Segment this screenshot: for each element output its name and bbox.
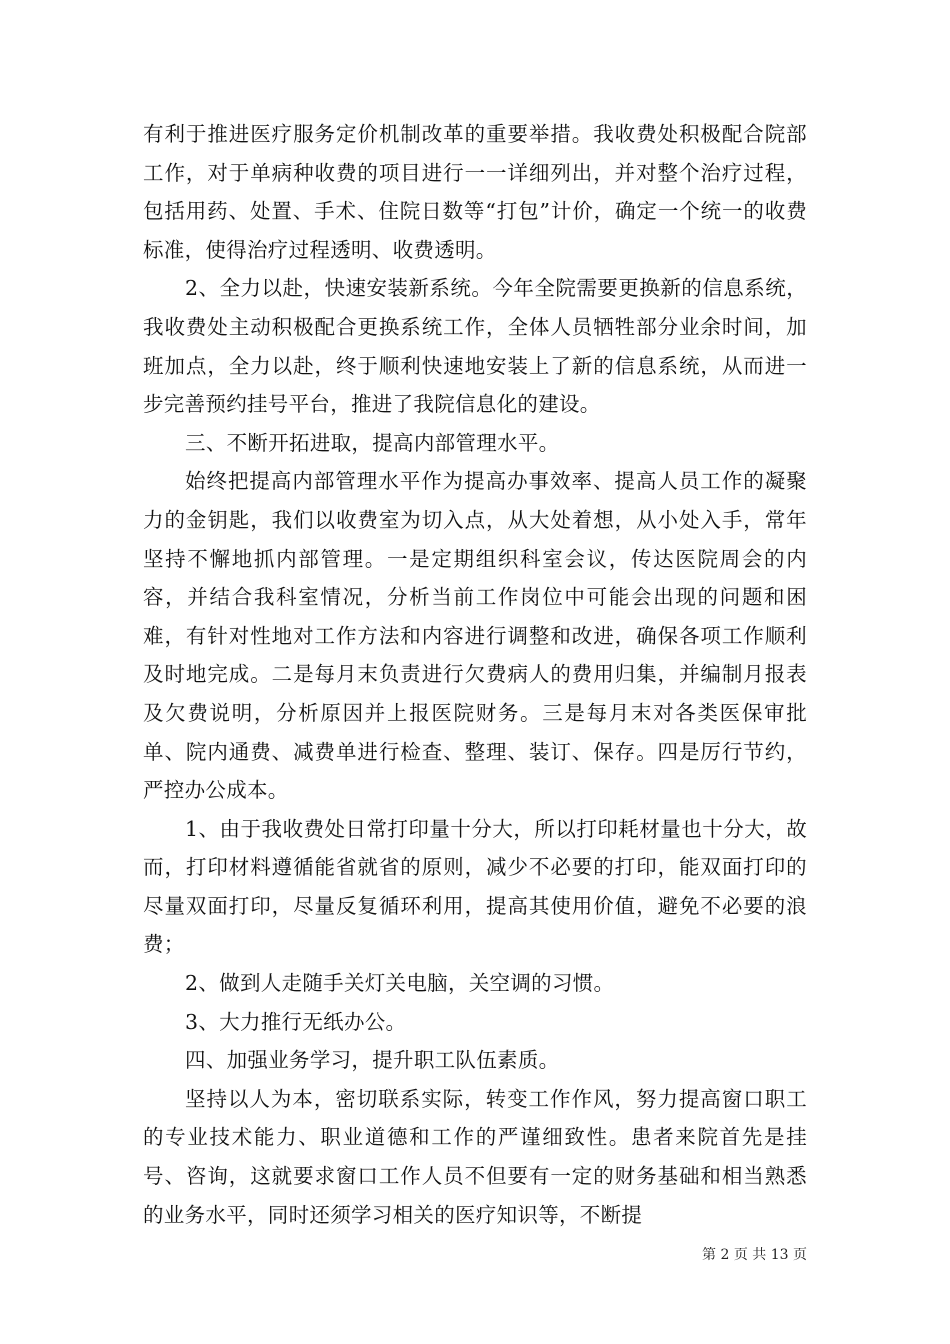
paragraph-4: 始终把提高内部管理水平作为提高办事效率、提高人员工作的凝聚力的金钥匙，我们以收费室为切入点，从大处着想，从小处入手，常年坚持不懈地抓内部管理。一是定期组织科室会议，传达医院周会的内容，并结合我科室情况，分析当前工作岗位中可能会出现的问题和困难，有针对性地对工作方法和内容进行调整和改进，确保各项工作顺利及时地完成。二是每月末负责进行欠费病人的费用归集，并编制月报表及欠费说明，分析原因并上报医院财务。三是每月末对各类医保审批单、院内通费、减费单进行检查、整理、装订、保存。四是厉行节约，严控办公成本。	[143, 469, 807, 803]
paragraph-1: 有利于推进医疗服务定价机制改革的重要举措。我收费处积极配合院部工作，对于单病种收费的项目进行一一详细列出，并对整个治疗过程，包括用药、处置、手术、住院日数等“打包”计价，确定一个统一的收费标准，使得治疗过程透明、收费透明。	[143, 122, 807, 262]
paragraph-2: 2、全力以赴，快速安装新系统。今年全院需要更换新的信息系统，我收费处主动积极配合更换系统工作，全体人员牺牲部分业余时间，加班加点，全力以赴，终于顺利快速地安装上了新的信息系统，从而进一步完善预约挂号平台，推进了我院信息化的建设。	[143, 276, 807, 417]
paragraph-7: 3、大力推行无纸办公。	[185, 1009, 407, 1034]
document-body	[143, 115, 807, 1234]
paragraph-9: 坚持以人为本，密切联系实际，转变工作作风，努力提高窗口职工的专业技术能力、职业道德和工作的严谨细致性。患者来院首先是挂号、咨询，这就要求窗口工作人员不但要有一定的财务基础和相当熟悉的业务水平，同时还须学习相关的医疗知识等，不断提	[143, 1086, 807, 1227]
section-heading-4: 四、加强业务学习，提升职工队伍素质。	[185, 1048, 560, 1073]
paragraph-5: 1、由于我收费处日常打印量十分大，所以打印耗材量也十分大，故而，打印材料遵循能省就省的原则，减少不必要的打印，能双面打印的尽量双面打印，尽量反复循环利用，提高其使用价值，避免不必要的浪费；	[143, 816, 807, 957]
page-number-footer: 第 2 页 共 13 页	[702, 1247, 807, 1263]
paragraph-6: 2、做到人走随手关灯关电脑，关空调的习惯。	[185, 971, 615, 996]
section-heading-3: 三、不断开拓进取，提高内部管理水平。	[185, 430, 560, 455]
